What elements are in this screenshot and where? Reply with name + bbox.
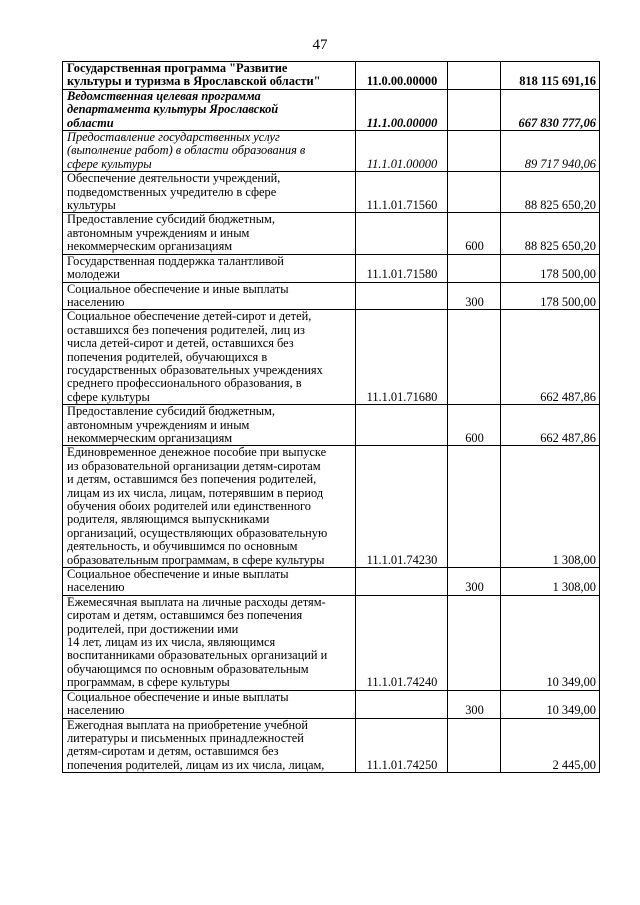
expense-name-line: Предоставление субсидий бюджетным, [67,404,275,419]
expense-name-cell [63,131,356,172]
expense-name-line: населению [67,703,125,718]
expense-name-line: Государственная программа "Развитие [67,61,288,75]
expense-name-line: среднего профессионального образования, в [67,376,302,391]
amount-cell: 88 825 650,20 [501,213,600,254]
expense-name-line: некоммерческим организациям [67,239,233,254]
amount-cell: 178 500,00 [501,254,600,282]
expense-type-cell [448,89,501,130]
amount-cell: 818 115 691,16 [501,62,600,90]
expense-type-cell: 600 [448,213,501,254]
expense-type-cell [448,62,501,90]
table-row [63,172,600,213]
expense-name-line: организаций, осуществляющих образовательную [67,525,328,540]
target-code-cell [356,213,448,254]
amount-cell: 667 830 777,06 [501,89,600,130]
expense-name-line: деятельность, и обучившимся по основным [67,539,298,554]
expense-name-cell [63,310,356,405]
expense-name-cell [63,568,356,596]
expense-name-line: молодежи [67,267,120,282]
table-row [63,310,600,405]
expense-name-line: области [67,115,114,130]
expense-name-line: сфере культуры [67,156,152,171]
expense-name-line: попечения родителей, лицам из их числа, лицам, [67,757,325,772]
expense-name-line: Предоставление субсидий бюджетным, [67,212,275,227]
expense-name-line: лицам из их числа, лицам, потерявшим в период [67,485,324,500]
expense-name-line: Социальное обеспечение и иные выплаты [67,281,289,296]
expense-name-line: оставшихся без попечения родителей, лиц из [67,322,305,337]
expense-type-cell [448,446,501,568]
amount-cell: 662 487,86 [501,310,600,405]
expense-name-line: Ежегодная выплата на приобретение учебной [67,717,308,732]
expense-name-line: родителя, являющимся выпускниками [67,512,270,527]
expense-name-line: детям-сиротам и детям, оставшимся без [67,744,279,759]
expense-name-cell [63,282,356,310]
page-number: 47 [312,37,328,53]
amount-cell: 1 308,00 [501,568,600,596]
target-code-cell: 11.1.01.71560 [356,172,448,213]
amount-cell: 88 825 650,20 [501,172,600,213]
target-code-cell: 11.1.00.00000 [356,89,448,130]
expense-name-line: населению [67,580,125,595]
expense-name-line: из образовательной организации детям-сиротам [67,458,321,473]
expense-type-cell: 600 [448,405,501,446]
expense-name-cell [63,595,356,690]
expense-name-line: Ведомственная целевая программа [67,88,261,103]
expense-name-line: обучения обоих родителей или единственного [67,499,311,513]
target-code-cell: 11.1.01.00000 [356,131,448,172]
expense-name-line: литературы и письменных принадлежностей [67,730,304,745]
expense-name-line: Социальное обеспечение и иные выплаты [67,689,289,704]
expense-name-line: сиротам и детям, оставшимся без попечения [67,608,303,623]
expense-name-cell [63,446,356,568]
target-code-cell: 11.1.01.71680 [356,310,448,405]
expense-name-line: 14 лет, лицам из их числа, являющимся [67,635,276,650]
expense-type-cell [448,310,501,405]
expense-name-cell [63,213,356,254]
amount-cell: 89 717 940,06 [501,131,600,172]
expense-name-line: сфере культуры [67,389,150,404]
expense-type-cell [448,718,501,773]
expense-name-line: государственных образовательных учреждениях [67,362,323,377]
table-row [63,254,600,282]
expense-type-cell: 300 [448,568,501,596]
target-code-cell: 11.1.01.74240 [356,595,448,690]
expense-name-line: воспитанниками образовательных организаций и [67,648,328,663]
amount-cell: 10 349,00 [501,690,600,718]
expense-name-line: попечения родителей, обучающихся в [67,349,268,364]
expense-name-line: культуры и туризма в Ярославской области" [67,74,321,89]
target-code-cell [356,568,448,596]
expense-name-cell [63,405,356,446]
expense-name-cell [63,89,356,130]
expense-name-line: подведомственных учредителю в сфере [67,184,277,199]
expense-name-cell [63,254,356,282]
expense-type-cell [448,254,501,282]
expense-name-line: Обеспечение деятельности учреждений, [67,171,281,186]
expense-name-line: и детям, оставшимся без попечения родителей, [67,472,317,487]
target-code-cell: 11.1.01.74250 [356,718,448,773]
target-code-cell [356,282,448,310]
amount-cell: 10 349,00 [501,595,600,690]
table-row [63,89,600,130]
table-row [63,62,600,90]
expense-name-line: числа детей-сирот и детей, оставшихся без [67,336,294,351]
expense-name-line: Социальное обеспечение детей-сирот и детей, [67,309,312,324]
table-row [63,213,600,254]
table-row [63,718,600,773]
expense-name-line: департамента культуры Ярославской [67,102,279,117]
expense-name-cell [63,62,356,90]
target-code-cell: 11.0.00.00000 [356,62,448,90]
expense-name-line: родителей, при достижении ими [67,621,239,636]
expense-type-cell: 300 [448,690,501,718]
target-code-cell [356,690,448,718]
amount-cell: 662 487,86 [501,405,600,446]
table-row [63,446,600,568]
expense-name-cell [63,690,356,718]
expense-name-line: Единовременное денежное пособие при выпуске [67,445,327,460]
amount-cell: 2 445,00 [501,718,600,773]
table-row [63,595,600,690]
amount-cell: 178 500,00 [501,282,600,310]
table-row [63,568,600,596]
expense-name-line: программам, в сфере культуры [67,675,230,690]
expense-name-line: населению [67,294,125,309]
target-code-cell [356,405,448,446]
expense-name-line: Предоставление государственных услуг [67,130,280,145]
table-row [63,405,600,446]
expense-type-cell: 300 [448,282,501,310]
table-row [63,282,600,310]
expense-name-line: Государственная поддержка талантливой [67,253,284,268]
expense-name-cell [63,718,356,773]
expense-name-line: автономным учреждениям и иным [67,417,250,432]
target-code-cell: 11.1.01.74230 [356,446,448,568]
expense-type-cell [448,595,501,690]
amount-cell: 1 308,00 [501,446,600,568]
expense-name-line: образовательным программам, в сфере культуры [67,552,325,567]
expense-name-line: Ежемесячная выплата на личные расходы детям- [67,594,326,609]
expense-name-line: Социальное обеспечение и иные выплаты [67,567,289,582]
expense-name-line: обучающимся по основным образовательным [67,661,309,676]
table-row [63,690,600,718]
expense-name-line: автономным учреждениям и иным [67,225,250,240]
budget-table-body [63,62,600,773]
table-row [63,131,600,172]
expense-name-line: культуры [67,198,116,213]
budget-table [62,61,600,773]
expense-name-line: (выполнение работ) в области образования в [67,143,306,158]
target-code-cell: 11.1.01.71580 [356,254,448,282]
expense-type-cell [448,172,501,213]
expense-name-line: некоммерческим организациям [67,430,233,445]
expense-name-cell [63,172,356,213]
expense-type-cell [448,131,501,172]
